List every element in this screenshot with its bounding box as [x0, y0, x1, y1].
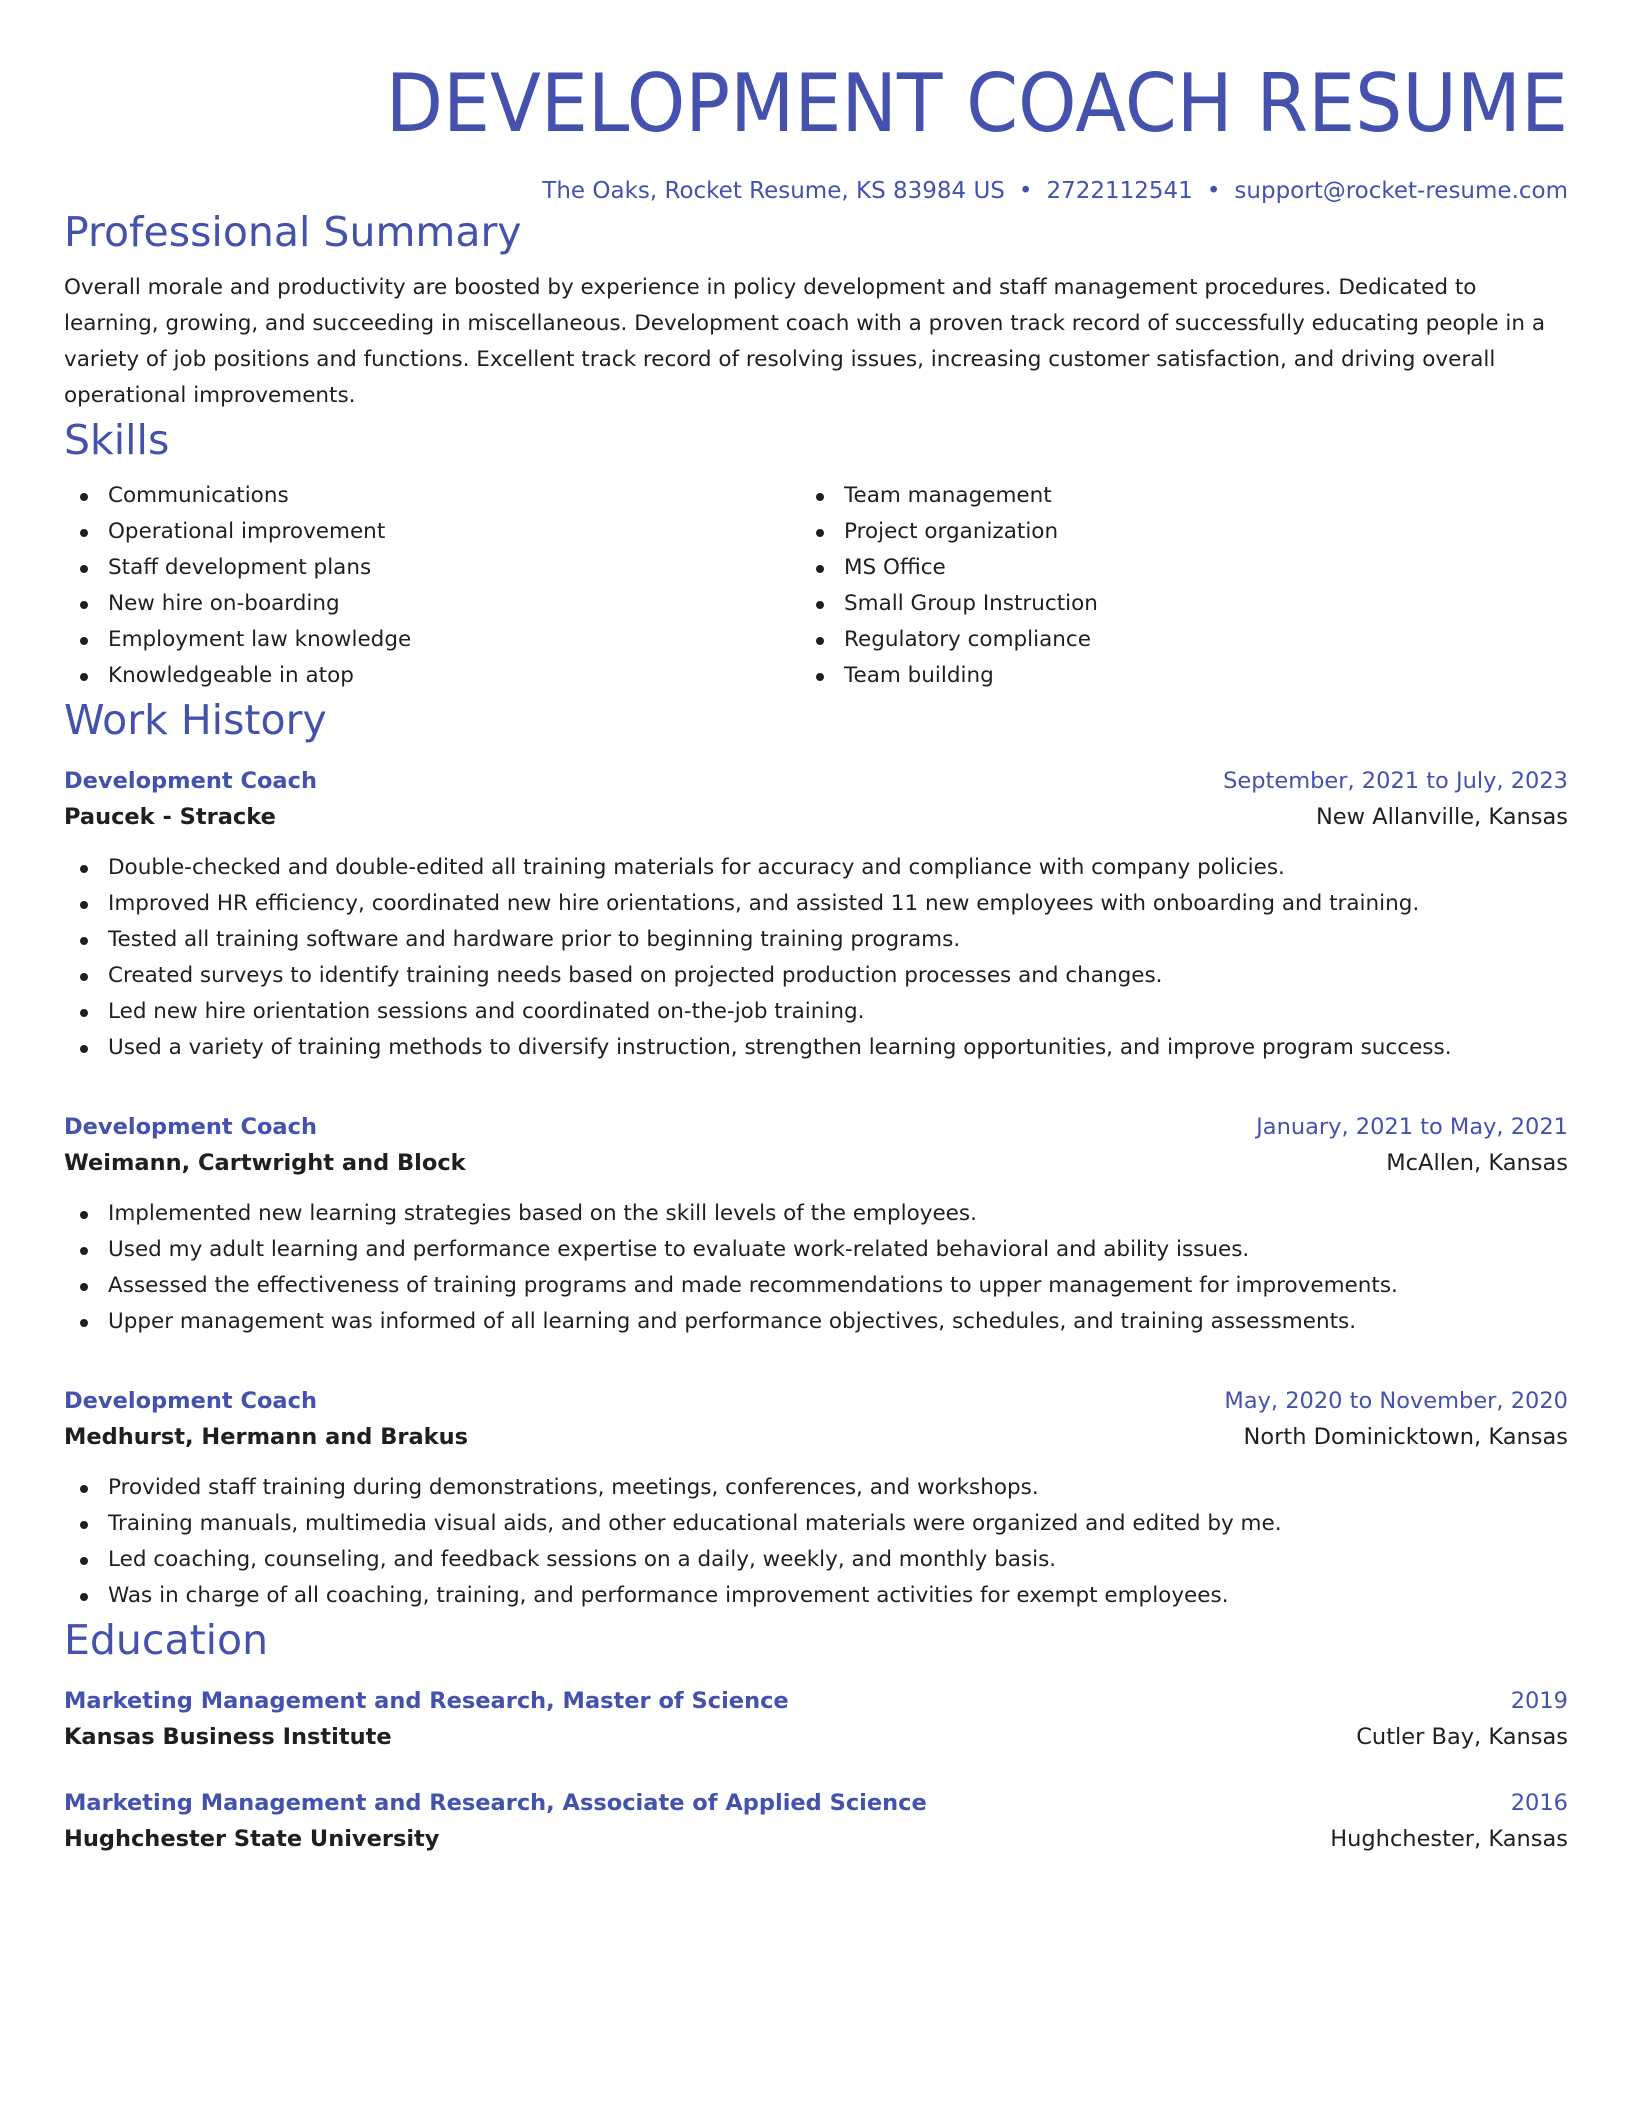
education-school-row: [64, 1820, 1568, 1858]
job-company-row: [64, 1418, 1568, 1456]
job-bullet: Was in charge of all coaching, training, and performance improvement activities for exempt employees.: [64, 1578, 1568, 1614]
education-entry: [64, 1684, 1568, 1756]
skill-item: MS Office: [800, 550, 1500, 586]
contact-address: The Oaks, Rocket Resume, KS 83984 US: [542, 178, 1005, 204]
contact-phone: 2722112541: [1046, 178, 1193, 204]
job-bullet: Training manuals, multimedia visual aids, and other educational materials were organized and edited by me.: [64, 1506, 1568, 1542]
work-history-heading: Work History: [64, 696, 327, 744]
summary-heading: Professional Summary: [64, 208, 522, 256]
job-bullet: Created surveys to identify training needs based on projected production processes and changes.: [64, 958, 1568, 994]
job-location: North Dominicktown, Kansas: [1243, 1424, 1568, 1450]
skill-item: Employment law knowledge: [64, 622, 800, 658]
skills-column-left: [64, 478, 800, 694]
job-company-row: [64, 1144, 1568, 1182]
job-bullet: Used a variety of training methods to diversify instruction, strengthen learning opportunities, and improve program success.: [64, 1030, 1568, 1066]
job-bullet: Provided staff training during demonstrations, meetings, conferences, and workshops.: [64, 1470, 1568, 1506]
job-bullet: Upper management was informed of all learning and performance objectives, schedules, and training assessments.: [64, 1304, 1568, 1340]
job-company-row: [64, 798, 1568, 836]
job-entry: [64, 1110, 1568, 1340]
education-location: Hughchester, Kansas: [1330, 1826, 1568, 1852]
education-location: Cutler Bay, Kansas: [1356, 1724, 1568, 1750]
contact-separator: •: [1018, 178, 1033, 204]
job-bullet: Led new hire orientation sessions and coordinated on-the-job training.: [64, 994, 1568, 1030]
job-role: Development Coach: [64, 768, 317, 794]
resume-title: DEVELOPMENT COACH RESUME: [385, 57, 1568, 150]
contact-email: support@rocket-resume.com: [1234, 178, 1568, 204]
job-header-row: [64, 1384, 1568, 1418]
job-bullets: [64, 850, 1568, 1066]
education-degree: Marketing Management and Research, Master of Science: [64, 1688, 789, 1714]
education-header-row: [64, 1684, 1568, 1718]
job-bullet: Used my adult learning and performance expertise to evaluate work-related behavioral and ability issues.: [64, 1232, 1568, 1268]
job-dates: September, 2021 to July, 2023: [1223, 768, 1568, 794]
skill-item: Staff development plans: [64, 550, 800, 586]
skill-item: New hire on-boarding: [64, 586, 800, 622]
job-bullets: [64, 1470, 1568, 1614]
job-company: Weimann, Cartwright and Block: [64, 1150, 466, 1176]
job-company: Paucek - Stracke: [64, 804, 276, 830]
education-heading: Education: [64, 1616, 269, 1664]
job-location: McAllen, Kansas: [1386, 1150, 1568, 1176]
education-year: 2019: [1510, 1688, 1568, 1714]
skills-heading: Skills: [64, 416, 170, 464]
skill-item: Small Group Instruction: [800, 586, 1500, 622]
skill-item: Project organization: [800, 514, 1500, 550]
job-dates: May, 2020 to November, 2020: [1224, 1388, 1568, 1414]
job-bullet: Implemented new learning strategies based on the skill levels of the employees.: [64, 1196, 1568, 1232]
skill-item: Regulatory compliance: [800, 622, 1500, 658]
job-role: Development Coach: [64, 1114, 317, 1140]
education-school: Kansas Business Institute: [64, 1724, 392, 1750]
job-header-row: [64, 764, 1568, 798]
job-bullet: Assessed the effectiveness of training programs and made recommendations to upper management for improvements.: [64, 1268, 1568, 1304]
contact-separator: •: [1206, 178, 1221, 204]
education-header-row: [64, 1786, 1568, 1820]
skill-item: Team management: [800, 478, 1500, 514]
job-bullet: Led coaching, counseling, and feedback sessions on a daily, weekly, and monthly basis.: [64, 1542, 1568, 1578]
job-header-row: [64, 1110, 1568, 1144]
education-entry: [64, 1786, 1568, 1858]
education-school: Hughchester State University: [64, 1826, 440, 1852]
job-entry: [64, 1384, 1568, 1614]
job-bullet: Improved HR efficiency, coordinated new hire orientations, and assisted 11 new employees with onboarding and training.: [64, 886, 1568, 922]
skills-column-right: [800, 478, 1500, 694]
skill-item: Team building: [800, 658, 1500, 694]
education-school-row: [64, 1718, 1568, 1756]
job-entry: [64, 764, 1568, 1066]
job-bullet: Tested all training software and hardware prior to beginning training programs.: [64, 922, 1568, 958]
education-year: 2016: [1510, 1790, 1568, 1816]
job-company: Medhurst, Hermann and Brakus: [64, 1424, 469, 1450]
skill-item: Operational improvement: [64, 514, 800, 550]
job-role: Development Coach: [64, 1388, 317, 1414]
summary-text: Overall morale and productivity are boosted by experience in policy development and staff management procedures. Dedicated to learning, growing, and succeeding in miscellaneous. Development coach with a proven track record of successfully educating people in a variety of job positions and functions. Excellent track record of resolving issues, increasing customer satisfaction, and driving overall operational improvements.: [64, 275, 1546, 408]
skills-list: [64, 478, 1568, 694]
education-degree: Marketing Management and Research, Associate of Applied Science: [64, 1790, 927, 1816]
skill-item: Communications: [64, 478, 800, 514]
contact-line: [64, 176, 1568, 206]
job-bullet: Double-checked and double-edited all training materials for accuracy and compliance with company policies.: [64, 850, 1568, 886]
job-location: New Allanville, Kansas: [1315, 804, 1568, 830]
job-bullets: [64, 1196, 1568, 1340]
job-dates: January, 2021 to May, 2021: [1256, 1114, 1568, 1140]
skill-item: Knowledgeable in atop: [64, 658, 800, 694]
